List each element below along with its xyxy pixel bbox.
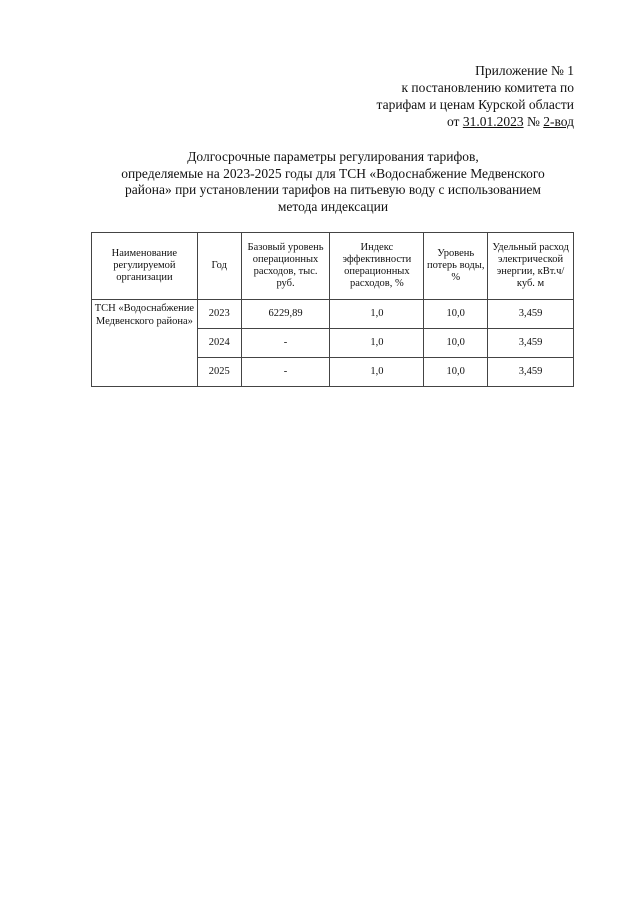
efficiency-index-cell: 1,0 [330,358,424,387]
title-line-1: Долгосрочные параметры регулирования тарифов, [187,149,479,164]
appendix-header [314,62,574,130]
document-title [88,149,578,215]
base-level-cell: - [241,329,330,358]
efficiency-index-cell: 1,0 [330,300,424,329]
table-header-row [92,233,574,300]
header-organization: Наименование регулируемой организации [92,233,198,300]
parameters-table [91,232,574,387]
energy-cell: 3,459 [488,300,574,329]
year-cell: 2024 [197,329,241,358]
base-level-cell: - [241,358,330,387]
year-cell: 2023 [197,300,241,329]
appendix-committee-line: тарифам и ценам Курской области [376,97,574,112]
water-loss-cell: 10,0 [424,358,488,387]
appendix-title: Приложение № 1 [475,63,574,78]
title-line-4: метода индексации [277,198,389,214]
appendix-ref-line: к постановлению комитета по [401,80,574,95]
number-sign: № [526,114,540,129]
header-year: Год [197,233,241,300]
header-energy-consumption: Удельный расход электрической энергии, кВт.ч/куб. м [488,233,574,300]
appendix-date-line [314,113,574,130]
year-cell: 2025 [197,358,241,387]
energy-cell: 3,459 [488,329,574,358]
title-line-2: определяемые на 2023-2025 годы для ТСН «Водоснабжение Медвенского [121,165,545,181]
base-level-cell: 6229,89 [241,300,330,329]
efficiency-index-cell: 1,0 [330,329,424,358]
decree-number: 2-вод [543,114,574,129]
decree-date: 31.01.2023 [462,114,524,129]
date-prefix: от [446,114,460,129]
title-line-3: района» при установлении тарифов на питьевую воду с использованием [125,182,541,197]
energy-cell: 3,459 [488,358,574,387]
table-row [92,300,574,329]
header-water-loss: Уровень потерь воды, % [424,233,488,300]
water-loss-cell: 10,0 [424,300,488,329]
header-base-level: Базовый уровень операционных расходов, тыс. руб. [241,233,330,300]
organization-cell: ТСН «Водоснабжение Медвенского района» [92,300,198,387]
water-loss-cell: 10,0 [424,329,488,358]
header-efficiency-index: Индекс эффективности операционных расходов, % [330,233,424,300]
